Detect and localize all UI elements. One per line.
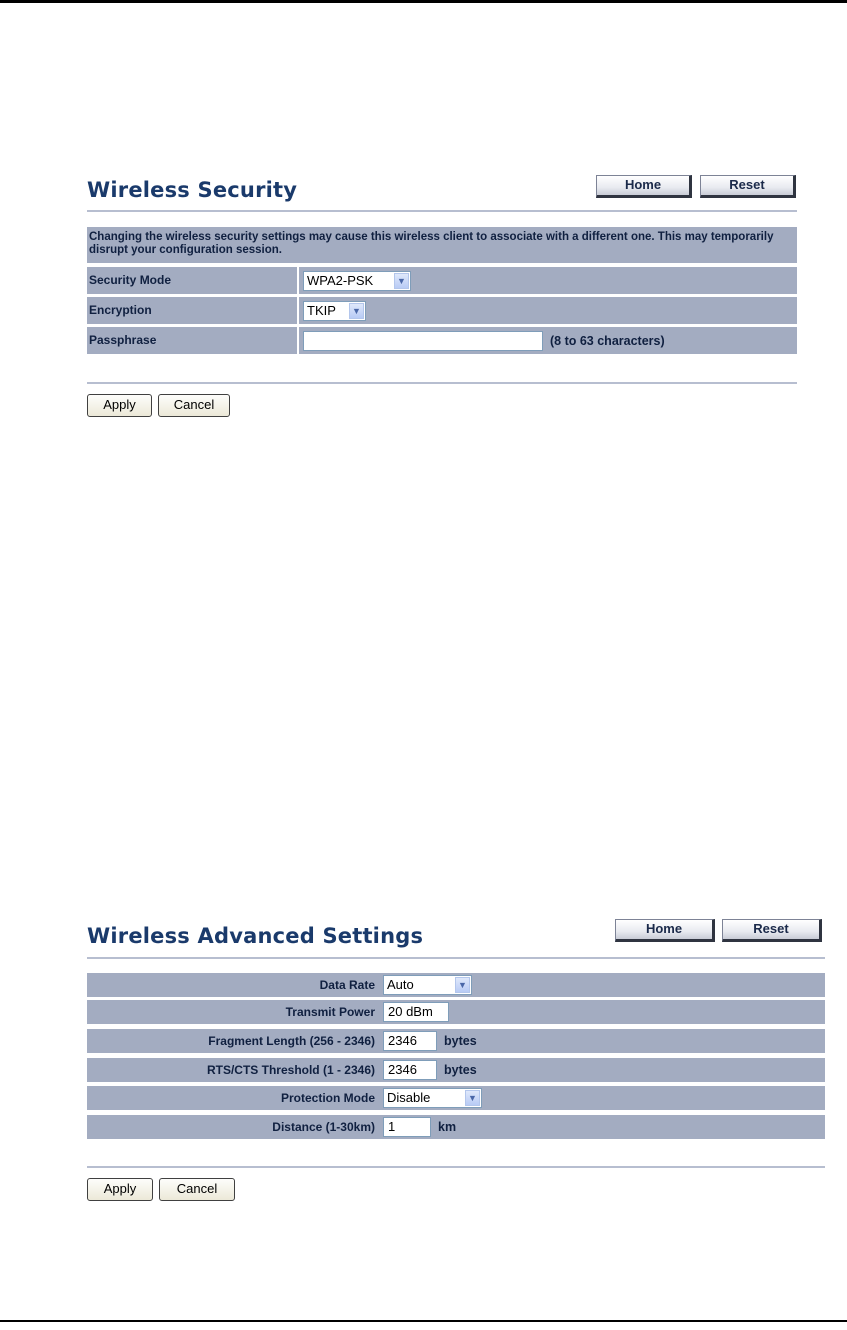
page-title: Wireless Security — [87, 178, 298, 202]
home-button[interactable]: Home — [615, 919, 715, 942]
distance-label: Distance (1-30km) — [272, 1120, 375, 1134]
home-button[interactable]: Home — [596, 175, 692, 198]
data-rate-label: Data Rate — [319, 978, 375, 992]
cancel-button[interactable]: Cancel — [158, 394, 230, 417]
chevron-down-icon: ▼ — [349, 303, 364, 319]
fragment-length-unit: bytes — [444, 1034, 477, 1048]
distance-row — [87, 1115, 825, 1139]
distance-input[interactable]: 1 — [383, 1117, 431, 1137]
reset-button[interactable]: Reset — [722, 919, 822, 942]
footer-divider — [87, 382, 797, 384]
passphrase-label: Passphrase — [89, 333, 157, 347]
passphrase-row — [87, 327, 797, 354]
page-top-rule — [0, 0, 847, 3]
chevron-down-icon: ▼ — [394, 273, 409, 289]
protection-mode-label: Protection Mode — [280, 1091, 375, 1105]
fragment-length-row — [87, 1029, 825, 1053]
reset-button[interactable]: Reset — [700, 175, 796, 198]
title-divider — [87, 957, 825, 959]
passphrase-input[interactable] — [303, 331, 543, 351]
notice-text: Changing the wireless security settings may cause this wireless client to associate with a different one. This may temporarily disrupt your configuration session. — [89, 231, 774, 256]
cancel-button[interactable]: Cancel — [159, 1178, 235, 1201]
page-bottom-rule — [0, 1320, 847, 1322]
apply-button[interactable]: Apply — [87, 1178, 153, 1201]
security-mode-select[interactable]: WPA2-PSK ▼ — [303, 271, 411, 291]
rts-cts-unit: bytes — [444, 1063, 477, 1077]
chevron-down-icon: ▼ — [465, 1090, 480, 1106]
data-rate-row — [87, 973, 825, 997]
encryption-label: Encryption — [89, 303, 152, 317]
page-title: Wireless Advanced Settings — [87, 924, 424, 948]
apply-button[interactable]: Apply — [87, 394, 152, 417]
data-rate-select[interactable]: Auto ▼ — [383, 975, 472, 995]
footer-divider — [87, 1166, 825, 1168]
protection-mode-row — [87, 1086, 825, 1110]
transmit-power-row — [87, 1000, 825, 1024]
passphrase-hint: (8 to 63 characters) — [550, 334, 665, 348]
encryption-select[interactable]: TKIP ▼ — [303, 301, 366, 321]
transmit-power-field[interactable]: 20 dBm — [383, 1002, 449, 1022]
encryption-row — [87, 297, 797, 324]
transmit-power-label: Transmit Power — [285, 1005, 375, 1019]
rts-cts-row — [87, 1058, 825, 1082]
distance-unit: km — [438, 1120, 457, 1134]
security-mode-row — [87, 267, 797, 294]
notice-band — [87, 227, 797, 263]
rts-cts-label: RTS/CTS Threshold (1 - 2346) — [206, 1063, 375, 1077]
title-divider — [87, 210, 797, 212]
security-mode-label: Security Mode — [89, 273, 172, 287]
chevron-down-icon: ▼ — [455, 977, 470, 993]
fragment-length-input[interactable]: 2346 — [383, 1031, 437, 1051]
fragment-length-label: Fragment Length (256 - 2346) — [208, 1034, 375, 1048]
rts-cts-input[interactable]: 2346 — [383, 1060, 437, 1080]
protection-mode-select[interactable]: Disable ▼ — [383, 1088, 482, 1108]
